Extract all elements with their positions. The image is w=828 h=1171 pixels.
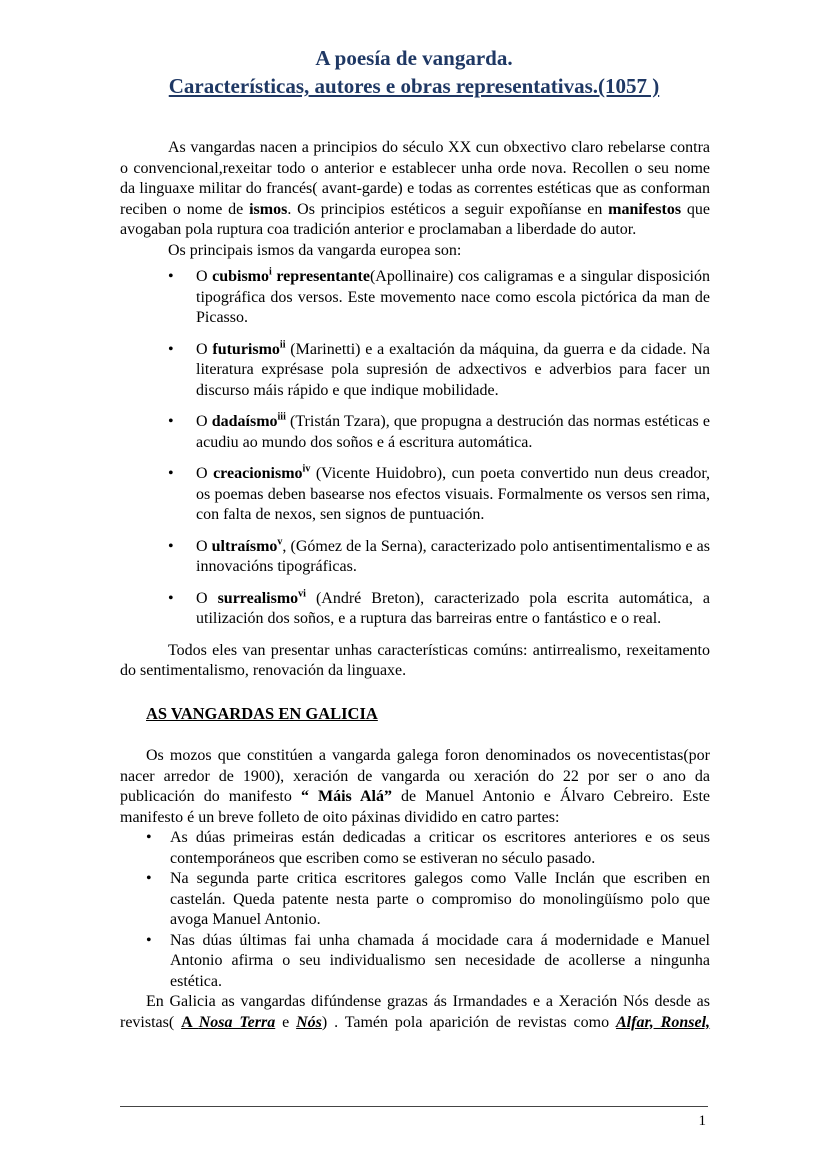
text-run: En Galicia as vangardas difúndense grazas ás Irmandades e a Xeración Nós desde as revistas( (120, 993, 710, 1031)
text-run: Os mozos que constitúen a vangarda galega foron denominados os novecentistas(por nacer arredor de 1900), xeración de vangarda ou xeración do 22 por ser o ano da publicación do manifesto (120, 747, 710, 805)
text-run: iv (302, 463, 311, 475)
text-run: (Tristán Tzara), que propugna a destrución das normas estéticas e acudiu ao mundo dos soños e á escritura automática. (196, 413, 710, 451)
text-run: O (196, 340, 213, 358)
bullet-icon: • (168, 537, 174, 555)
text-run: Os principais ismos da vangarda europea son: (168, 241, 462, 259)
bullet-icon: • (168, 413, 174, 430)
bullet-icon: • (168, 340, 174, 358)
bullet-icon: • (146, 870, 152, 887)
text-run: iii (277, 411, 286, 423)
text-run: surrealismo (217, 589, 299, 607)
bullet-list (120, 828, 710, 992)
text-run: de Manuel Antonio e Álvaro Cebreiro. Este manifesto é un breve folleto de oito páxinas dividido en catro partes: (120, 788, 711, 826)
text-run: O (196, 589, 218, 607)
text-run: O (196, 465, 214, 482)
text-run: vi (298, 588, 306, 600)
text-run: A (181, 1013, 199, 1031)
bullet-icon: • (168, 268, 174, 285)
text-run: AS VANGARDAS EN GALICIA (146, 703, 378, 723)
bullet-icon: • (146, 829, 152, 846)
title-line-1: A poesía de vangarda. (315, 46, 513, 70)
list-item (120, 267, 710, 329)
text-run: futurismo (212, 340, 280, 358)
list-item (120, 589, 710, 630)
document-footer (120, 1106, 708, 1131)
document-body (120, 138, 710, 1033)
text-run: As vangardas nacen a principios do século XX cun obxectivo claro rebelarse contra o convencional,rexeitar todo o anterior e establecer unha orde nova. Recollen o seu nome da linguaxe militar do francés( avant-garde) e todas as correntes estéticas que as conforman reciben o nome de (120, 139, 710, 218)
list-item (120, 464, 710, 526)
text-run: Nós (296, 1013, 322, 1031)
text-run: Alfar, Ronsel, (616, 1013, 711, 1031)
text-run: O (196, 268, 213, 285)
text-run: dadaísmo (211, 413, 278, 430)
paragraph (120, 746, 710, 828)
text-run: Todos eles van presentar unhas características comúns: antirrealismo, rexeitamento do sentimentalismo, renovación da linguaxe. (120, 641, 710, 679)
text-run: creacionismo (213, 465, 303, 482)
text-run: i (269, 266, 272, 278)
text-run: , (Gómez de la Serna), caracterizado polo antisentimentalismo e as innovacións tipográficas. (196, 537, 711, 575)
bullet-list (120, 267, 710, 630)
text-run: O (196, 413, 212, 430)
list-item (120, 828, 710, 869)
text-run: ) . Tamén pola aparición de revistas como (321, 1013, 616, 1031)
text-run: cubismo (212, 268, 270, 285)
text-run: (Apollinaire) cos caligramas e a singular disposición tipográfica dos versos. Este movemento nace como escola pictórica da man de Picasso. (196, 268, 710, 326)
text-run: As dúas primeiras están dedicadas a criticar os escritores anteriores e os seus contemporáneos que escriben como se estiveran no século pasado. (170, 829, 710, 867)
text-run: Nosa Terra (198, 1013, 276, 1031)
text-run: e (275, 1013, 297, 1031)
text-run: (André Breton), caracterizado pola escrita automática, a utilización dos soños, e a ruptura das barreiras entre o fantástico e o real. (196, 589, 710, 627)
text-run: (Marinetti) e a exaltación da máquina, da guerra e da cidade. Na literatura exprésase pola supresión de adxectivos e adverbios para facer un discurso máis rápido e que indique mobilidade. (196, 340, 710, 399)
title-line-2: Características, autores e obras representativas.(1057 ) (168, 74, 660, 98)
list-item (120, 537, 710, 578)
text-run: O (196, 537, 212, 555)
paragraph (120, 641, 710, 682)
page-number: 1 (698, 1113, 706, 1129)
list-item (120, 340, 710, 402)
text-run: ii (279, 339, 286, 351)
text-run: v (277, 536, 283, 548)
document-title (0, 44, 828, 100)
text-run: Nas dúas últimas fai unha chamada á mocidade cara á modernidade e Manuel Antonio afirma o seu individualismo sen necesidade de acollerse a ningunha estética. (170, 931, 710, 990)
text-run: “ Máis Alá” (300, 788, 392, 805)
list-item (120, 412, 710, 453)
text-run: que avogaban pola ruptura coa tradición anterior e proclamaban a liberdade do autor. (120, 200, 710, 238)
section-heading (146, 704, 710, 725)
list-item (120, 869, 710, 931)
list-item (120, 931, 710, 993)
paragraph (120, 992, 710, 1033)
text-run: manifestos (608, 200, 682, 218)
paragraph (120, 138, 710, 241)
text-run: . Os principios estéticos a seguir expoñíanse en (287, 200, 609, 218)
text-run: Na segunda parte critica escritores galegos como Valle Inclán que escriben en castelán. Queda patente nesta parte o compromiso do monolingüísmo polo que avoga Manuel Antonio. (170, 870, 710, 928)
text-run: representante (276, 268, 370, 285)
text-run: ultraísmo (211, 537, 278, 555)
bullet-icon: • (168, 589, 174, 607)
text-run: (Vicente Huidobro), cun poeta convertido nun deus creador, os poemas deben basearse nos efectos visuais. Formalmente os versos sen rima, con falta de nexos, sen signos de puntuación. (196, 465, 711, 523)
text-run: ismos (249, 200, 288, 218)
bullet-icon: • (168, 465, 174, 482)
bullet-icon: • (146, 931, 152, 949)
paragraph (120, 241, 710, 262)
